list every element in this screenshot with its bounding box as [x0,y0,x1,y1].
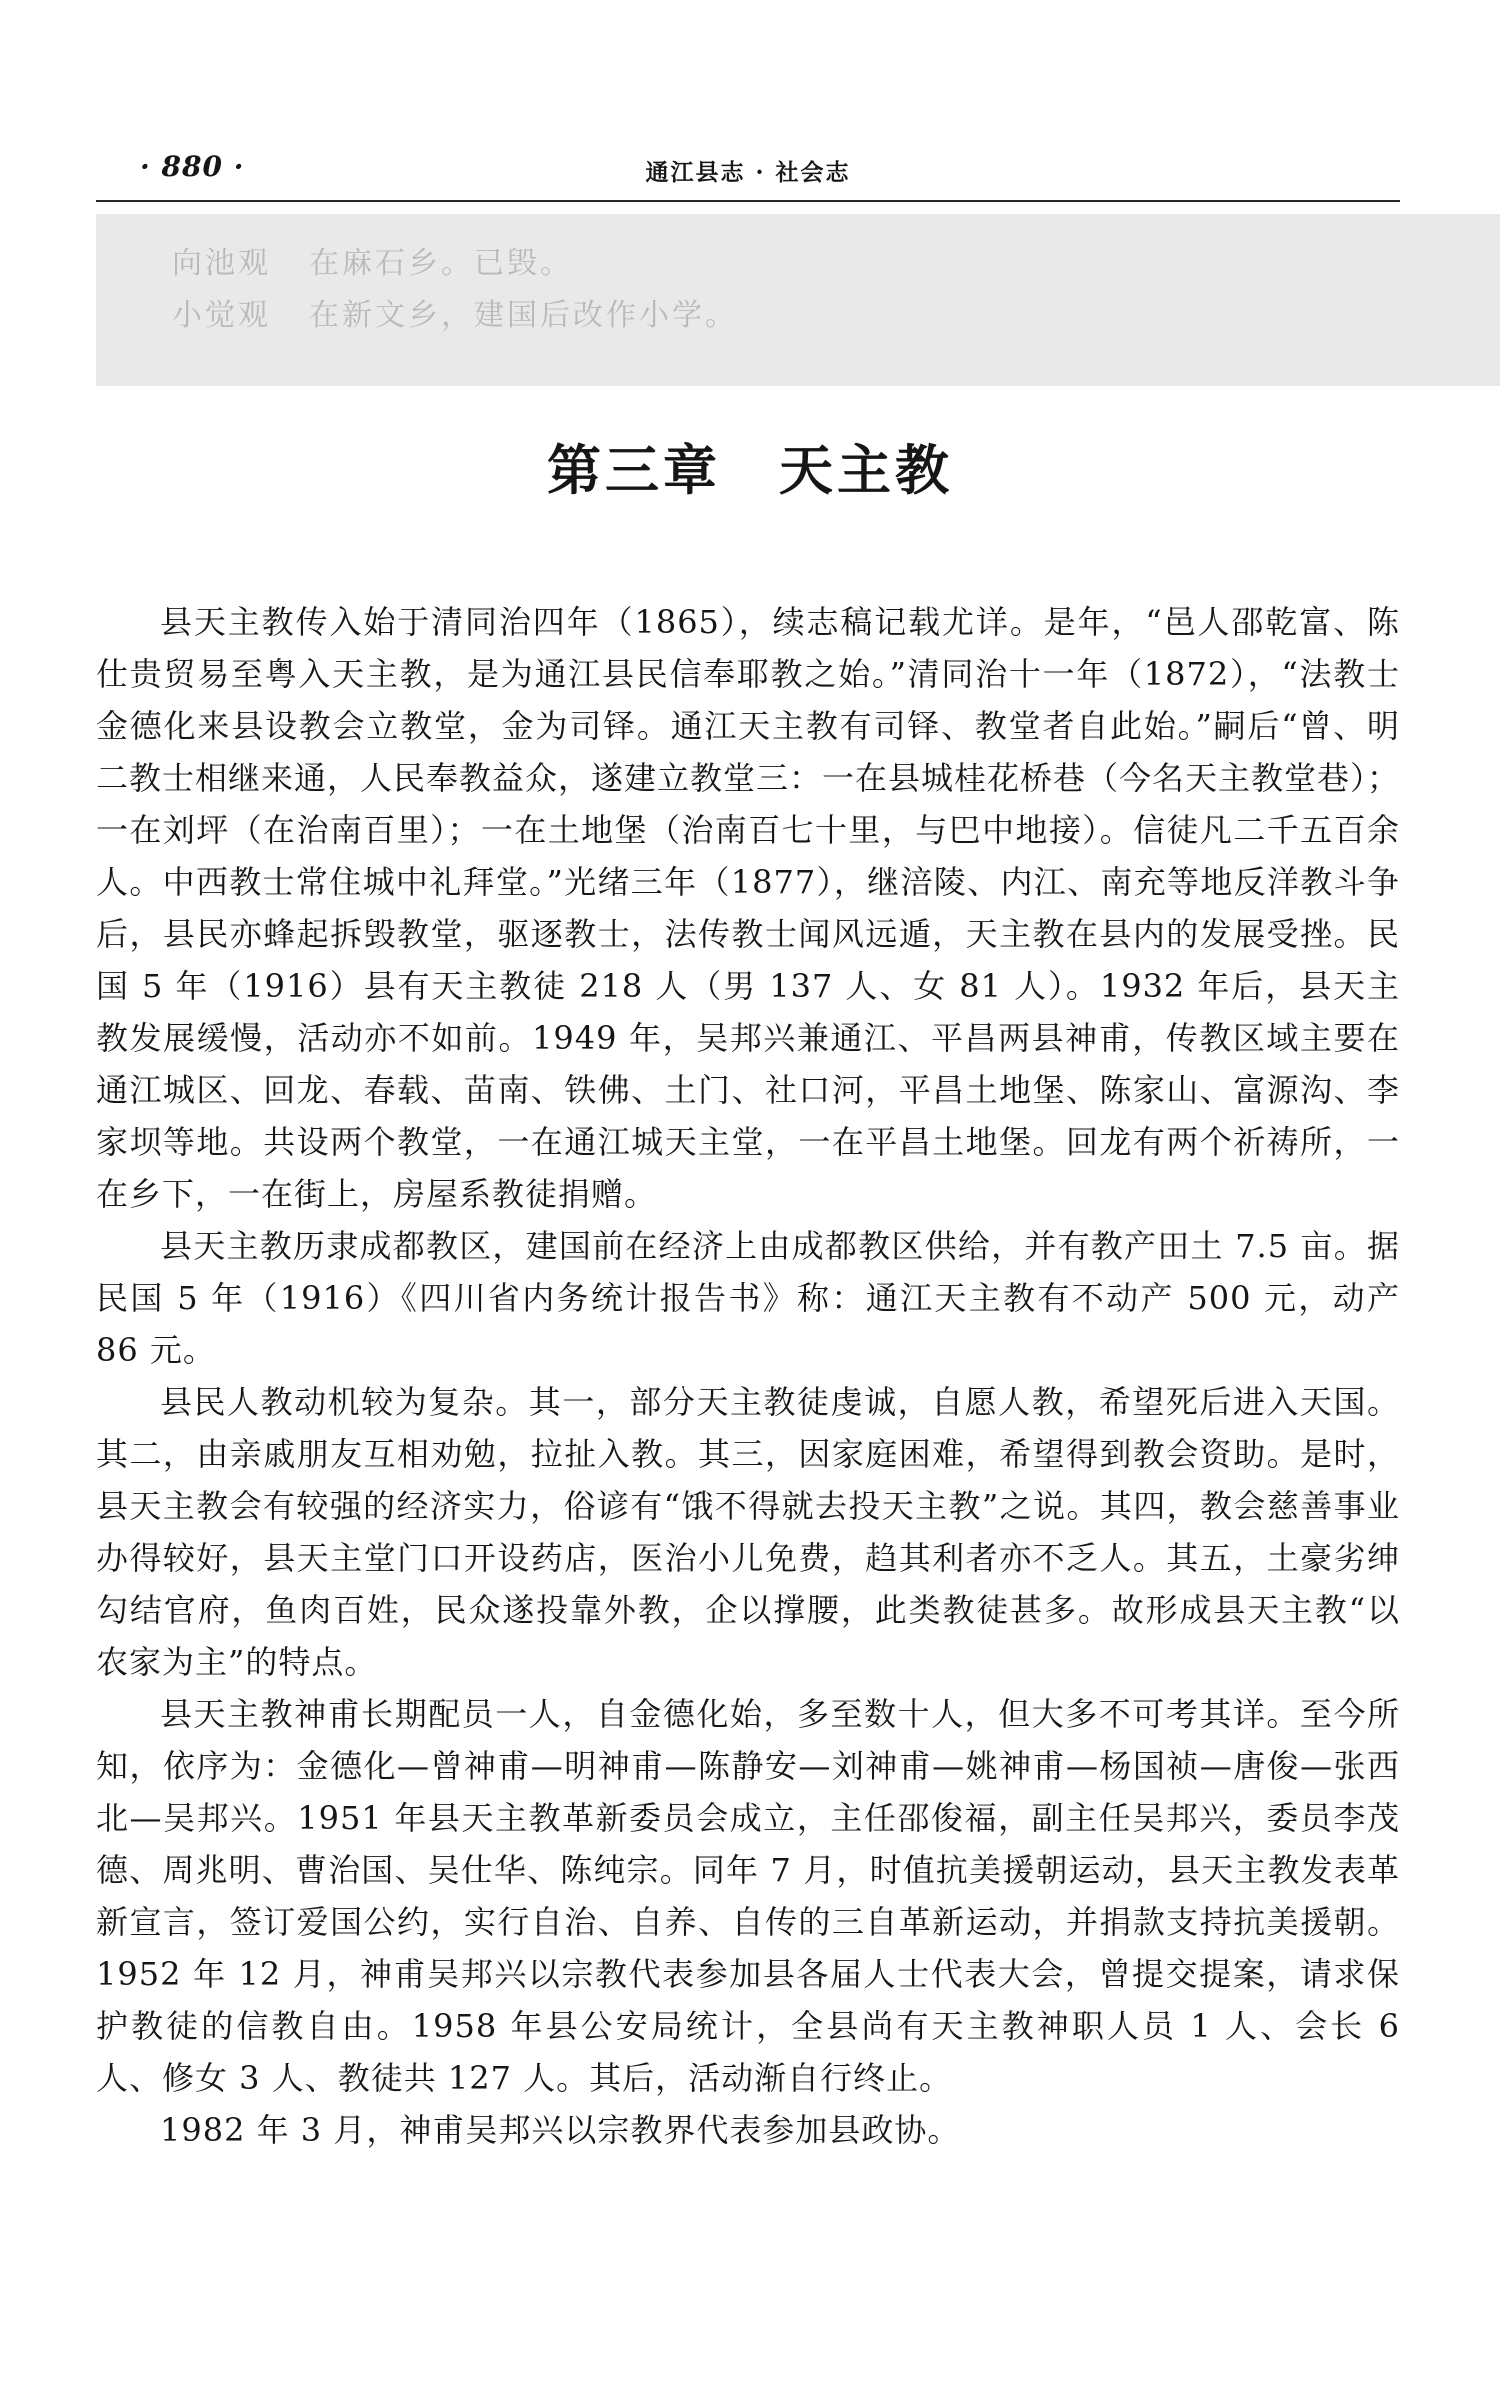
chapter-title: 第三章 天主教 [547,438,953,502]
faded-entry-name: 向池观 [172,246,271,281]
paragraph: 县天主教神甫长期配员一人，自金德化始，多至数十人，但大多不可考其详。至今所知，依序为：金德化—曾神甫—明神甫—陈静安—刘神甫—姚神甫—杨国祯—唐俊—张西北—吴邦兴。1951 年县天主教革新委员会成立，主任邵俊福，副主任吴邦兴，委员李茂德、周兆明、曹治国、吴仕华、陈纯宗。同年 7 月，时值抗美援朝运动，县天主教发表革新宣言，签订爱国公约，实行自治、自养、自传的三自革新运动，并捐款支持抗美援朝。1952 年 12 月，神甫吴邦兴以宗教代表参加县各届人士代表大会，曾提交提案，请求保护教徒的信教自由。1958 年县公安局统计，全县尚有天主教神职人员 1 人、会长 6 人、修女 3 人、教徒共 127 人。其后，活动渐自行终止。 [96,1695,1400,2097]
running-title: 通江县志 · 社会志 [645,159,851,186]
faded-entry-name: 小觉观 [172,298,271,333]
faded-entry-description: 在新文乡，建国后改作小学。 [309,298,738,333]
paragraph: 县民人教动机较为复杂。其一，部分天主教徒虔诚，自愿人教，希望死后进入天国。其二，由亲戚朋友互相劝勉，拉扯入教。其三，因家庭困难，希望得到教会资助。是时，县天主教会有较强的经济实力，俗谚有“饿不得就去投天主教”之说。其四，教会慈善事业办得较好，县天主堂门口开设药店，医治小儿免费，趋其利者亦不乏人。其五，土豪劣绅勾结官府，鱼肉百姓，民众遂投靠外教，企以撑腰，此类教徒甚多。故形成县天主教“以农家为主”的特点。 [96,1383,1400,1681]
paragraph: 县天主教传入始于清同治四年（1865），续志稿记载尤详。是年，“邑人邵乾富、陈仕贵贸易至粤入天主教，是为通江县民信奉耶教之始。”清同治十一年（1872），“法教士金德化来县设教会立教堂，金为司铎。通江天主教有司铎、教堂者自此始。”嗣后“曾、明二教士相继来通，人民奉教益众，遂建立教堂三：一在县城桂花桥巷（今名天主教堂巷）；一在刘坪（在治南百里）；一在土地堡（治南百七十里，与巴中地接）。信徒凡二千五百余人。中西教士常住城中礼拜堂。”光绪三年（1877），继涪陵、内江、南充等地反洋教斗争后，县民亦蜂起拆毁教堂，驱逐教士，法传教士闻风远遁，天主教在县内的发展受挫。民国 5 年（1916）县有天主教徒 218 人（男 137 人、女 81 人）。1932 年后，县天主教发展缓慢，活动亦不如前。1949 年，吴邦兴兼通江、平昌两县神甫，传教区域主要在通江城区、回龙、春载、苗南、铁佛、土门、社口河，平昌土地堡、陈家山、富源沟、李家坝等地。共设两个教堂，一在通江城天主堂，一在平昌土地堡。回龙有两个祈祷所，一在乡下，一在街上，房屋系教徒捐赠。 [96,603,1401,1213]
faded-entry [172,238,573,282]
page-header [96,140,1400,202]
faded-previous-section [96,214,1500,386]
page-number: · 880 · [140,150,245,183]
faded-entry [172,290,738,334]
paragraph: 1982 年 3 月，神甫吴邦兴以宗教界代表参加县政协。 [160,2111,961,2149]
body-text [96,596,1400,2156]
faded-entry-description: 在麻石乡。已毁。 [309,246,573,281]
paragraph: 县天主教历隶成都教区，建国前在经济上由成都教区供给，并有教产田土 7.5 亩。据民国 5 年（1916）《四川省内务统计报告书》称：通江天主教有不动产 500 元，动产 86 元。 [96,1227,1400,1369]
